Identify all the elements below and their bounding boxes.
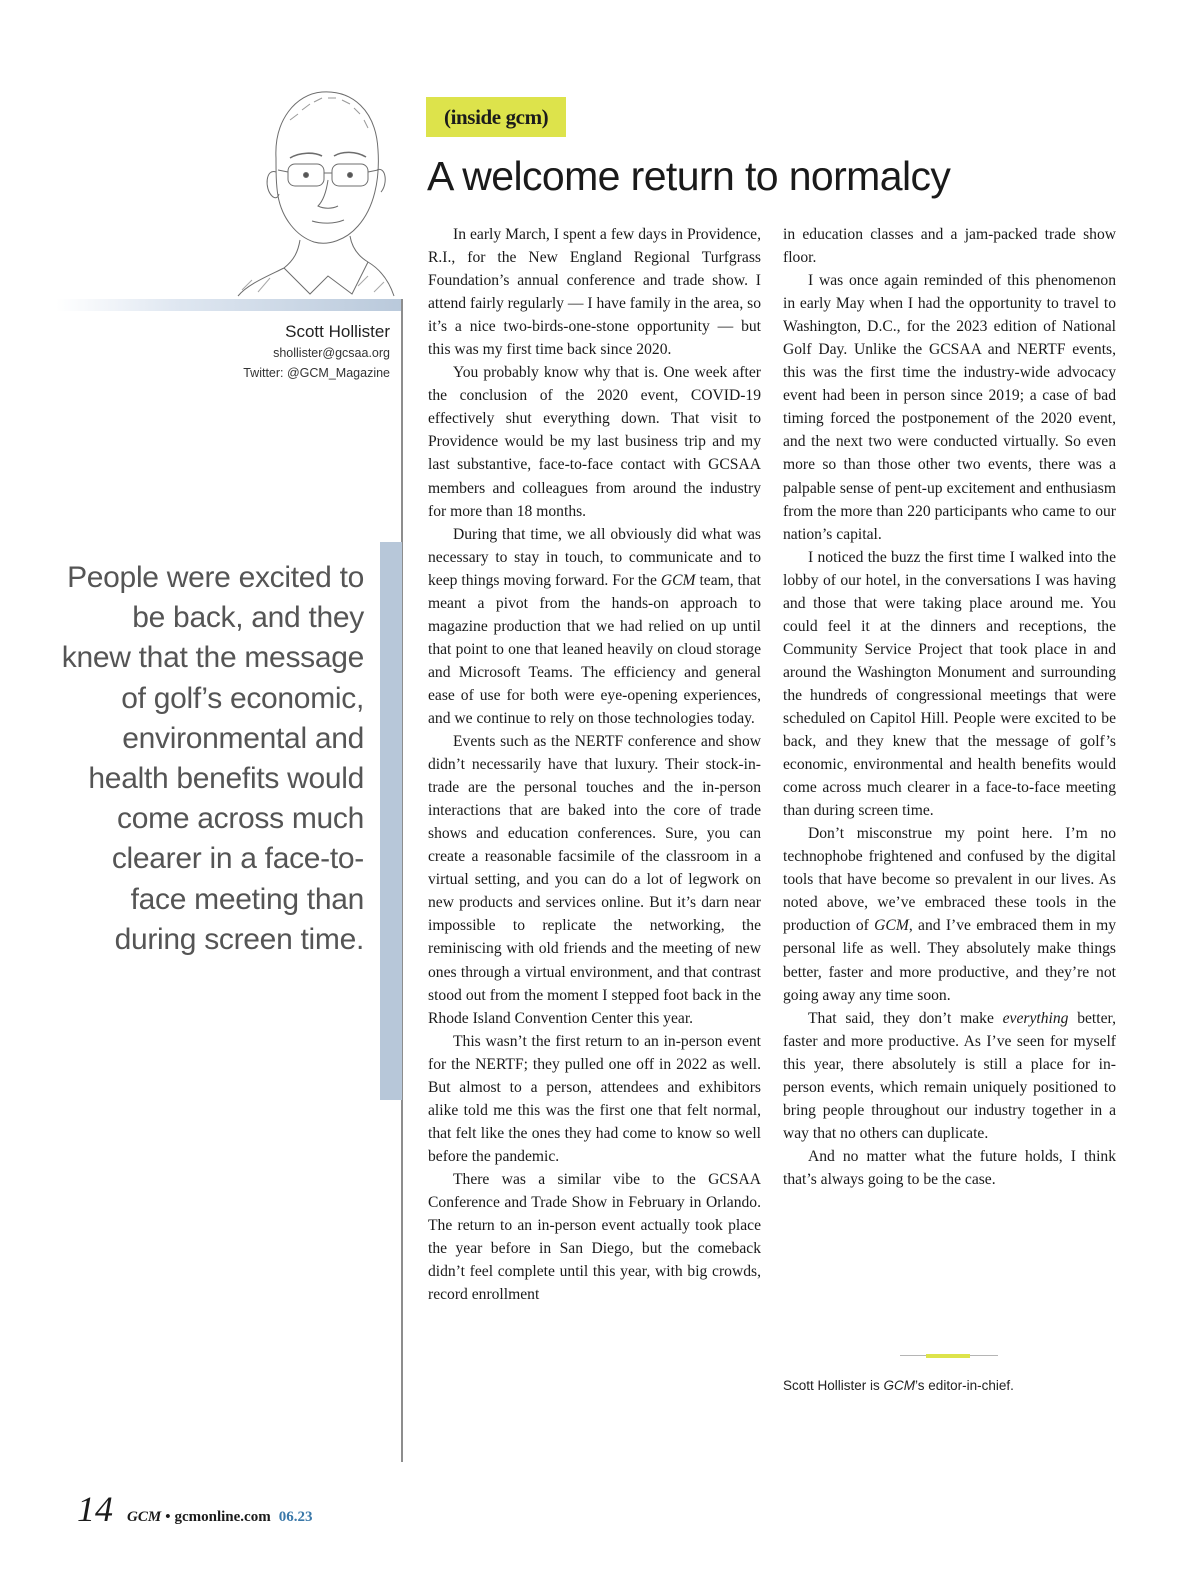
pull-quote: People were excited to be back, and they knew that the message of golf’s economic, environmental and health benefits would come across much clearer in a face-to-face meeting than during screen time. xyxy=(61,561,364,956)
author-twitter[interactable]: Twitter: @GCM_Magazine xyxy=(243,366,390,380)
author-email[interactable]: shollister@gcsaa.org xyxy=(273,346,390,360)
bio-text: Scott Hollister is xyxy=(783,1378,880,1393)
magazine-name-emphasis: GCM xyxy=(660,571,696,589)
headline: A welcome return to normalcy xyxy=(427,153,951,199)
paragraph-text: Don’t misconstrue my point here. I’m no technophobe frightened and confused by the digital tools that have become so prevalent in our lives. As noted above, we’ve embraced these tools in the production of xyxy=(783,825,1116,935)
magazine-name-emphasis: GCM xyxy=(874,917,909,935)
author-name: Scott Hollister xyxy=(285,322,390,341)
paragraph: I was once again reminded of this phenomenon in early May when I had the opportunity to travel to Washington, D.C., for the 2023 edition of National Golf Day. Unlike the GCSAA and NERTF events, this was the first time the industry-wide advocacy event had been in person since 2019; a case of bad timing forced the postponement of the 2020 event, and the next two were conducted virtually. So even more so than those other two events, there was a palpable sense of pent-up excitement and enthusiasm from the more than 220 participants who came to our nation’s capital. xyxy=(783,272,1116,543)
author-byline xyxy=(243,321,390,383)
bio-text: ’s editor-in-chief. xyxy=(915,1378,1014,1393)
column-rule-gradient xyxy=(56,299,402,311)
pull-quote-accent-bar xyxy=(380,542,402,1100)
paragraph xyxy=(783,1007,1116,1145)
end-mark xyxy=(900,1354,998,1358)
page-number: 14 xyxy=(77,1489,113,1529)
folio-separator: • xyxy=(165,1509,171,1525)
paragraph: I noticed the buzz the first time I walked into the lobby of our hotel, in the conversations I was having and those that were taking place around me. You could feel it at the dinners and receptions, the Community Service Project that took place in and around the Washington Monument and surrounding the hundreds of congressional meetings that were scheduled on Capitol Hill. People were excited to be back, and they knew that the message of golf’s economic, environmental and health benefits would come across much clearer in a face-to-face meeting than during screen time. xyxy=(783,548,1116,820)
paragraph-text: That said, they don’t make xyxy=(808,1009,994,1027)
emphasis-everything: everything xyxy=(1002,1009,1069,1027)
paragraph: There was a similar vibe to the GCSAA Conference and Trade Show in February in Orlando. The return to an in-person event actually took place the year before in San Diego, but the comeback didn’t feel complete until this year, with big crowds, record enrollment xyxy=(428,1170,761,1304)
section-tag: (inside gcm) xyxy=(426,97,566,137)
body-column-2 xyxy=(783,223,1116,1191)
paragraph-text: For the xyxy=(612,571,657,589)
author-portrait-illustration xyxy=(218,80,396,298)
paragraph xyxy=(783,822,1116,1006)
paragraph: In early March, I spent a few days in Providence, R.I., for the New England Regional Turfgrass Foundation’s annual conference and trade show. I attend fairly regularly — I have family in the area, so it’s a nice two-birds-one-stone opportunity — but this was my first time back since 2020. xyxy=(428,226,761,359)
paragraph-continued: in education classes and a jam-packed trade show floor. xyxy=(783,226,1116,267)
paragraph-text: , and I’ve embraced them in my personal life as well. They absolutely make things better, faster and more productive, and they’re not going away any time soon. xyxy=(783,917,1116,1004)
paragraph-text: better, faster and more productive. As I’ve seen for myself this year, there absolutely is still a place for in-person events, which remain uniquely positioned to bring people throughout our industry together in a way that no others can duplicate. xyxy=(783,1009,1116,1142)
folio-site[interactable]: gcmonline.com xyxy=(174,1509,271,1525)
paragraph: You probably know why that is. One week after the conclusion of the 2020 event, COVID-19 effectively shut everything down. That visit to Providence would be my last business trip and my last substantive, face-to-face contact with GCSAA members and colleagues from around the industry for more than 18 months. xyxy=(428,364,761,520)
paragraph xyxy=(428,523,761,730)
paragraph: This wasn’t the first return to an in-person event for the NERTF; they pulled one off in 2022 as well. But almost to a person, attendees and exhibitors alike told me this was the first one that felt normal, that felt like the ones they had come to know so well before the pandemic. xyxy=(428,1032,761,1165)
body-column-1 xyxy=(428,223,761,1306)
author-bio xyxy=(783,1378,1014,1393)
paragraph: And no matter what the future holds, I think that’s always going to be the case. xyxy=(783,1147,1116,1188)
author-portrait-sketch xyxy=(218,80,396,298)
paragraph-text: During that time, we all obviously did what was necessary to stay in touch, to communicate and to keep things moving forward. xyxy=(428,525,761,589)
folio-magazine: GCM xyxy=(127,1509,162,1525)
paragraph-text: team, that meant a pivot from the hands-on approach to magazine production that we had relied on up until that point to one that leaned heavily on cloud storage and Microsoft Teams. The efficiency and general ease of use for both were eye-opening experiences, and we continue to rely on those technologies today. xyxy=(428,571,761,727)
end-mark-accent xyxy=(926,1354,970,1358)
folio-issue: 06.23 xyxy=(278,1509,313,1525)
paragraph: Events such as the NERTF conference and show didn’t necessarily have that luxury. Their stock-in-trade are the personal touches and the in-person interactions that are baked into the core of trade shows and education conferences. Sure, you can create a reasonable facsimile of the classroom in a virtual setting, and you can do a lot of legwork on new products and services online. But it’s darn near impossible to replicate the networking, the reminiscing with old friends and the meeting of new ones through a virtual environment, and that contrast stood out from the moment I stepped foot back in the Rhode Island Convention Center this year. xyxy=(428,733,761,1027)
bio-magazine: GCM xyxy=(883,1378,916,1393)
folio xyxy=(77,1488,312,1530)
